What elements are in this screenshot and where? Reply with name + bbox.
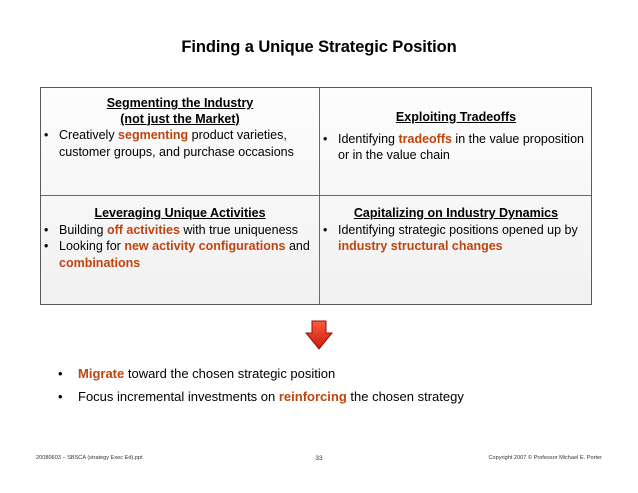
footer-filename: 20080603 – SBSCA (strategy Exec Ed).ppt [36,455,143,461]
cell-activities [41,206,319,271]
tradeoffs-bullet: • Identifying tradeoffs in the value proposition or in the value chain [320,131,592,164]
down-arrow-icon [305,320,333,350]
strategy-matrix [40,87,592,305]
activities-bullet-1: • Building off activities with true uniqueness [41,222,319,239]
cell-header-dynamics: Capitalizing on Industry Dynamics [353,206,559,220]
cell-header-activities: Leveraging Unique Activities [94,206,266,220]
conclusion-bullet-1: • Migrate toward the chosen strategic position [50,362,464,385]
matrix-horizontal-divider [41,195,591,196]
cell-dynamics [320,206,592,255]
footer-copyright: Copyright 2007 © Professor Michael E. Porter [488,455,602,461]
dynamics-bullet: • Identifying strategic positions opened up by industry structural changes [320,222,592,255]
slide-title: Finding a Unique Strategic Position [181,38,457,56]
conclusion-bullet-2: • Focus incremental investments on reinforcing the chosen strategy [50,385,464,408]
cell-header-segmenting: Segmenting the Industry (not just the Market) [106,96,254,126]
footer-page-number: 33 [315,455,323,462]
conclusion-bullets [50,362,464,408]
activities-bullet-2: • Looking for new activity configurations and combinations [41,238,319,271]
segmenting-bullet: • Creatively segmenting product varieties, customer groups, and purchase occasions [41,127,319,160]
cell-header-tradeoffs: Exploiting Tradeoffs [395,110,517,124]
cell-tradeoffs [320,110,592,164]
cell-segmenting [41,96,319,160]
